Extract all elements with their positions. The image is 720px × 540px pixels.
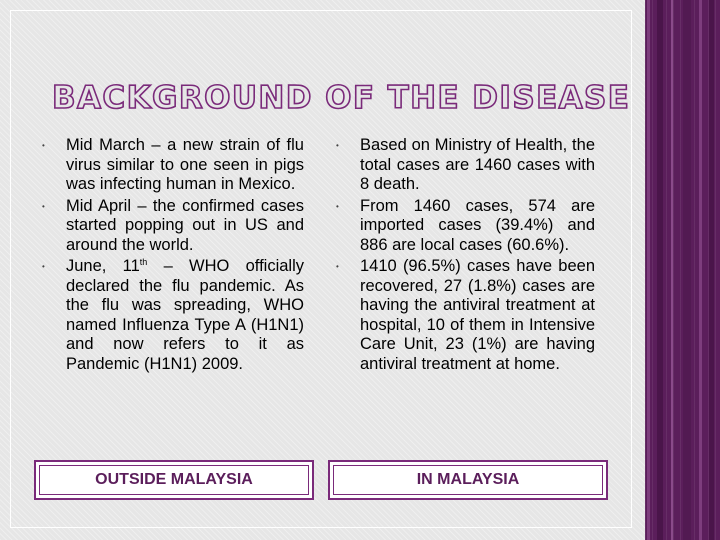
list-item-text: 1410 (96.5%) cases have been recovered, 27 (1.8%) cases are having the antiviral treatment at hospital, 10 of them in Intensive Care Unit, 23 (1%) are having antiviral treatment at home. bbox=[360, 257, 595, 373]
side-band-stripe bbox=[647, 0, 650, 540]
list-item bbox=[336, 136, 595, 195]
list-item-text-start: June, 11 bbox=[66, 257, 140, 275]
outside-malaysia-list bbox=[42, 136, 304, 374]
list-item bbox=[336, 197, 595, 256]
list-item-text: Mid March – a new strain of flu virus similar to one seen in pigs was infecting human in Mexico. bbox=[66, 136, 304, 193]
bullet-icon: • bbox=[336, 262, 339, 271]
list-item-text: Based on Ministry of Health, the total cases are 1460 cases with 8 death. bbox=[360, 136, 595, 193]
list-item bbox=[336, 257, 595, 374]
side-band-stripe bbox=[657, 0, 663, 540]
list-item bbox=[42, 197, 304, 256]
side-band-stripe bbox=[683, 0, 691, 540]
list-item-text: Mid April – the confirmed cases started popping out in US and around the world. bbox=[66, 196, 304, 254]
in-malaysia-list bbox=[336, 136, 595, 374]
list-item bbox=[42, 136, 304, 195]
side-band-stripe bbox=[709, 0, 714, 540]
list-item-text-end: – WHO officially declared the flu pandemic. As the flu was spreading, WHO named Influenza Type A (H1N1) and now refers to it as Pandemic (H1N1) 2009. bbox=[66, 257, 305, 373]
bullet-icon: • bbox=[336, 141, 339, 150]
bullet-icon: • bbox=[42, 201, 45, 211]
outside-malaysia-column bbox=[42, 136, 304, 376]
bullet-icon: • bbox=[42, 141, 45, 150]
slide-title: BACKGROUND OF THE DISEASE bbox=[52, 80, 631, 116]
in-malaysia-label: IN MALAYSIA bbox=[328, 460, 608, 500]
side-band-stripe bbox=[699, 0, 702, 540]
list-item-text: From 1460 cases, 574 are imported cases (39.4%) and 886 are local cases (60.6%). bbox=[360, 196, 595, 254]
decorative-side-band bbox=[645, 0, 720, 540]
bullet-icon: • bbox=[42, 262, 45, 271]
ordinal-suffix: th bbox=[139, 257, 148, 267]
in-malaysia-column bbox=[336, 136, 595, 376]
list-item bbox=[42, 257, 304, 374]
side-band-stripe bbox=[671, 0, 673, 540]
outside-malaysia-label: OUTSIDE MALAYSIA bbox=[34, 460, 314, 500]
bullet-icon: • bbox=[336, 201, 339, 211]
